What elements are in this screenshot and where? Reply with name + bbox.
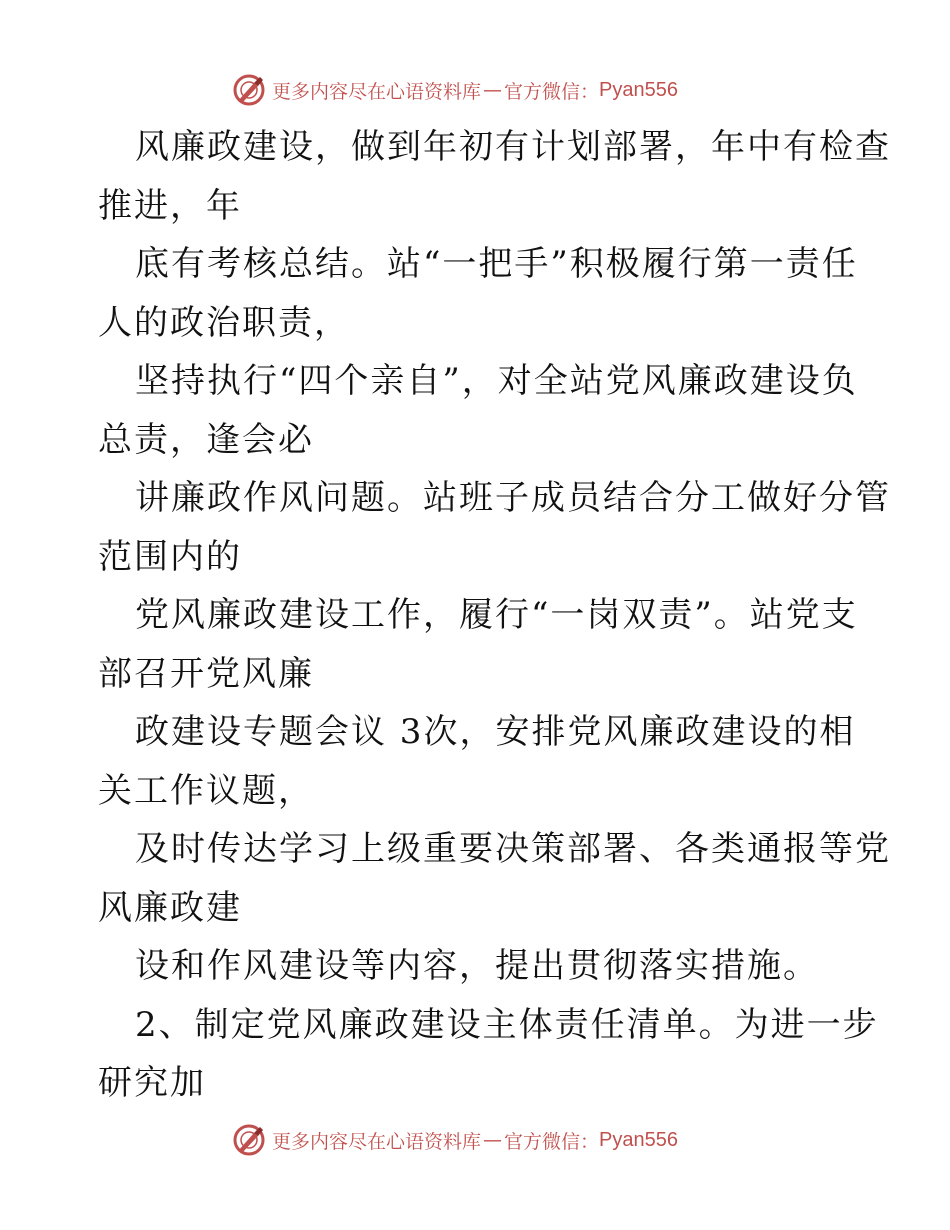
watermark-separator: — bbox=[483, 79, 503, 101]
watermark-account: Pyan556 bbox=[599, 78, 678, 101]
text-line: 总责，逢会必 bbox=[98, 419, 314, 460]
text-line: 政建设专题会议 3次，安排党风廉政建设的相 bbox=[135, 712, 856, 752]
text-line: 范围内的 bbox=[98, 536, 242, 577]
text-line: 底有考核总结。站“一把手”积极履行第一责任 bbox=[135, 244, 858, 284]
watermark-site-text: 更多内容尽在心语资料库 bbox=[272, 80, 482, 103]
text-line: 讲廉政作风问题。站班子成员结合分工做好分管 bbox=[135, 478, 891, 518]
watermark-label: 官方微信： bbox=[504, 1130, 600, 1153]
pen-logo-icon bbox=[232, 73, 266, 107]
text-line: 及时传达学习上级重要决策部署、各类通报等党 bbox=[135, 829, 891, 869]
text-line: 关工作议题， bbox=[98, 770, 314, 811]
watermark-label: 官方微信： bbox=[504, 80, 600, 103]
text-line: 风廉政建设，做到年初有计划部署，年中有检查 bbox=[135, 127, 891, 167]
text-line: 人的政治职责， bbox=[98, 302, 350, 343]
text-line: 党风廉政建设工作，履行“一岗双责”。站党支 bbox=[135, 595, 858, 635]
text-line: 推进，年 bbox=[98, 185, 242, 226]
watermark-separator: — bbox=[483, 1129, 503, 1151]
text-line: 研究加 bbox=[98, 1063, 206, 1103]
footer-watermark bbox=[232, 1122, 678, 1158]
watermark-site-text: 更多内容尽在心语资料库 bbox=[272, 1130, 482, 1153]
text-line: 部召开党风廉 bbox=[98, 653, 314, 694]
text-line: 设和作风建设等内容，提出贯彻落实措施。 bbox=[135, 946, 819, 986]
document-body bbox=[98, 118, 891, 1113]
text-line: 2、制定党风廉政建设主体责任清单。为进一步 bbox=[135, 1004, 879, 1045]
text-line: 坚持执行“四个亲自”，对全站党风廉政建设负 bbox=[135, 361, 858, 401]
watermark-account: Pyan556 bbox=[599, 1128, 678, 1151]
pen-logo-icon bbox=[232, 1123, 266, 1157]
header-watermark bbox=[232, 72, 678, 108]
text-line: 风廉政建 bbox=[98, 887, 242, 928]
